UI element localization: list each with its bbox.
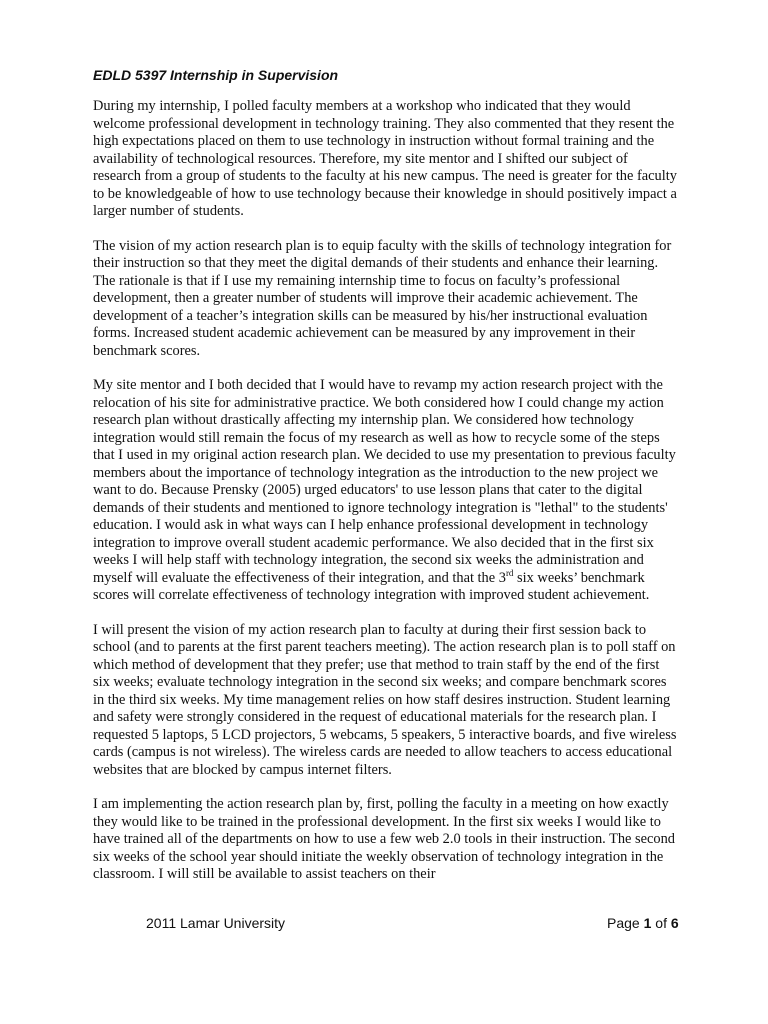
ordinal-superscript: rd xyxy=(505,567,514,578)
paragraph-4: I will present the vision of my action research plan to faculty at during their first session back to school (and to parents at the first parent teachers meeting). The action research plan is to poll staff on which method of development that they prefer; use that method to train staff by the end of the first six weeks; evaluate technology integration in the second six weeks; and compare benchmark scores in the third six weeks. My time management relies on how staff desires instruction. Student learning and safety were strongly considered in the request of educational materials for the research plan. I requested 5 laptops, 5 LCD projectors, 5 webcams, 5 speakers, 5 interactive boards, and five wireless cards (campus is not wireless). The wireless cards are needed to allow teachers to access educational websites that are blocked by campus internet filters. xyxy=(93,621,677,778)
footer-institution: 2011 Lamar University xyxy=(146,915,286,931)
paragraph-3-text: My site mentor and I both decided that I would have to revamp my action research project with the relocation of his site for administrative practice. We both considered how I could change my action research plan without drastically affecting my internship plan. We considered how technology integration would still remain the focus of my research as well as how to recycle some of the steps that I used in my original action research plan. We decided to use my presentation to previous faculty members about the importance of technology integration as the introduction to the new project we want to do. Because Prensky (2005) urged educators' to use lesson plans that cater to the digital demands of their students and mentioned to ignore technology integration is "lethal" to the students' education. I would ask in what ways can I help enhance professional development in technology integration to improve overall student academic performance. We also decided that in the first six weeks I will help staff with technology integration, the second six weeks the administration and myself will evaluate the effectiveness of their integration, and that the 3 xyxy=(93,377,676,586)
page-prefix: Page xyxy=(607,915,644,931)
paragraph-1: During my internship, I polled faculty members at a workshop who indicated that they would welcome professional development in technology training. They also commented that they resent the high expectations placed on them to use technology in instruction without formal training and the availability of technological resources. Therefore, my site mentor and I shifted our subject of research from a group of students to the faculty at his new campus. The need is greater for the faculty to be knowledgeable of how to use technology because their knowledge in should positively impact a larger number of students. xyxy=(93,98,677,219)
page-of: of xyxy=(651,915,671,931)
footer-page-number xyxy=(607,914,679,932)
paragraph-3-tail: six weeks’ benchmark scores will correlate effectiveness of technology integration with improved student achievement. xyxy=(93,569,650,603)
page-current: 1 xyxy=(643,915,652,931)
document-body xyxy=(93,98,678,901)
document-title: EDLD 5397 Internship in Supervision xyxy=(93,67,339,83)
paragraph-3 xyxy=(93,377,678,605)
page-total: 6 xyxy=(670,915,679,931)
paragraph-5: I am implementing the action research plan by, first, polling the faculty in a meeting on how exactly they would like to be trained in the professional development. In the first six weeks I would like to have trained all of the departments on how to use a few web 2.0 tools in their instruction. The second six weeks of the school year should initiate the weekly observation of technology integration in the classroom. I will still be available to assist teachers on their xyxy=(93,796,676,882)
paragraph-2: The vision of my action research plan is to equip faculty with the skills of technology integration for their instruction so that they meet the digital demands of their students and enhance their learning. The rationale is that if I use my remaining internship time to focus on faculty’s professional development, then a greater number of students will improve their academic achievement. The development of a teacher’s integration skills can be measured by his/her instructional evaluation forms. Increased student academic achievement can be measured by any improvement in their benchmark scores. xyxy=(93,237,672,359)
